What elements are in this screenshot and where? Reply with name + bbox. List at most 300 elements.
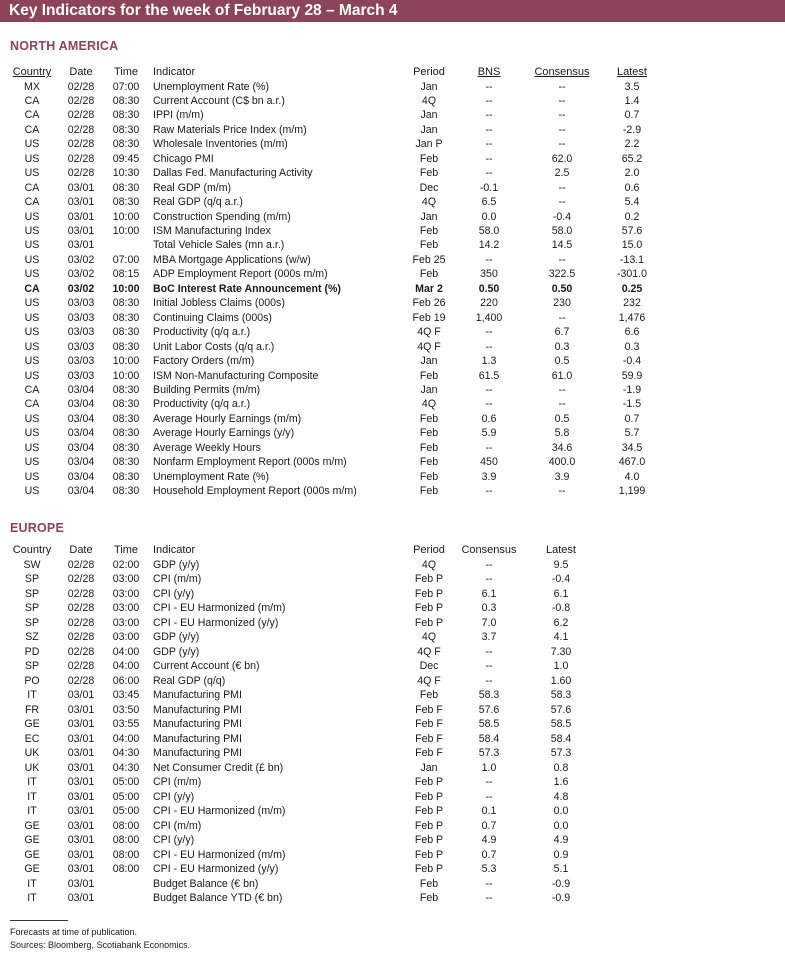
cell-period: Feb F — [415, 718, 443, 730]
cell-period: Feb — [419, 412, 439, 425]
cell-period: 4Q — [421, 196, 437, 209]
col-latest: Latest — [617, 66, 647, 78]
cell-country: IT — [27, 805, 37, 817]
cell-bns: -0.1 — [479, 181, 499, 194]
cell-consensus: 58.0 — [551, 225, 573, 237]
cell-time: 05:00 — [112, 805, 140, 817]
cell-country: SP — [24, 660, 40, 672]
cell-latest: 0.7 — [624, 412, 640, 425]
cell-consensus: 0.7 — [481, 819, 497, 832]
cell-period: Feb — [419, 369, 439, 382]
cell-bns: -- — [485, 138, 493, 151]
cell-indicator: Building Permits (m/m) — [153, 383, 261, 396]
cell-country: IT — [27, 776, 37, 788]
cell-latest: 0.7 — [624, 109, 640, 122]
cell-indicator: Raw Materials Price Index (m/m) — [153, 123, 307, 136]
cell-country: UK — [24, 747, 40, 759]
cell-date: 03/01 — [67, 761, 95, 774]
cell-country: US — [24, 412, 40, 425]
cell-indicator: Average Hourly Earnings (m/m) — [153, 412, 302, 425]
table-row — [0, 282, 785, 296]
cell-bns: 0.0 — [481, 210, 497, 223]
table-row — [0, 877, 785, 891]
cell-indicator: Budget Balance (€ bn) — [153, 877, 259, 890]
table-row — [0, 630, 785, 644]
cell-consensus: -- — [485, 573, 493, 585]
cell-consensus: 6.7 — [554, 326, 570, 339]
cell-country: CA — [24, 109, 40, 122]
cell-indicator: CPI - EU Harmonized (m/m) — [153, 602, 286, 614]
cell-indicator: GDP (y/y) — [153, 558, 200, 571]
cell-country: CA — [24, 383, 40, 396]
cell-country: CA — [24, 398, 40, 411]
cell-latest: -13.1 — [619, 253, 645, 266]
cell-country: US — [24, 355, 40, 368]
cell-time: 03:00 — [112, 616, 140, 629]
cell-latest: 5.7 — [624, 427, 640, 440]
table-row — [0, 383, 785, 397]
cell-consensus: 57.3 — [478, 747, 500, 759]
cell-period: 4Q — [421, 631, 437, 643]
cell-time: 08:15 — [112, 268, 140, 281]
table-row — [0, 775, 785, 789]
cell-country: CA — [24, 181, 40, 194]
footnote-sources: Sources: Bloomberg, Scotiabank Economics. — [10, 940, 191, 950]
cell-time: 03:55 — [112, 718, 140, 730]
cell-period: Feb 19 — [412, 311, 446, 324]
cell-period: Feb P — [414, 863, 444, 875]
cell-time: 04:00 — [112, 732, 140, 745]
cell-country: PO — [24, 674, 40, 687]
cell-time: 03:00 — [112, 587, 140, 600]
cell-latest: -301.0 — [616, 268, 648, 281]
cell-date: 02/28 — [67, 602, 95, 614]
cell-indicator: CPI (m/m) — [153, 819, 202, 832]
cell-date: 02/28 — [67, 94, 95, 107]
cell-bns: -- — [485, 167, 493, 180]
cell-date: 02/28 — [67, 167, 95, 180]
table-row — [0, 369, 785, 383]
cell-time: 08:30 — [112, 123, 140, 136]
col-latest: Latest — [546, 544, 576, 556]
cell-country: SP — [24, 587, 40, 600]
cell-latest: -0.9 — [551, 877, 571, 890]
footnote-divider — [10, 920, 68, 921]
cell-consensus: 0.5 — [554, 355, 570, 368]
cell-date: 03/01 — [67, 210, 95, 223]
cell-bns: -- — [485, 253, 493, 266]
cell-period: Feb — [419, 152, 439, 165]
cell-indicator: Total Vehicle Sales (mn a.r.) — [153, 239, 285, 252]
cell-time: 10:00 — [112, 282, 140, 295]
cell-latest: 9.5 — [553, 558, 569, 571]
cell-time: 04:30 — [112, 747, 140, 759]
cell-consensus: 34.6 — [551, 441, 573, 454]
col-country: Country — [12, 66, 52, 78]
table-row — [0, 426, 785, 440]
cell-period: Feb P — [414, 819, 444, 832]
cell-time: 02:00 — [112, 558, 140, 571]
table-row — [0, 94, 785, 108]
cell-time: 08:30 — [112, 383, 140, 396]
cell-indicator: Average Hourly Earnings (y/y) — [153, 427, 295, 440]
cell-consensus: -- — [558, 196, 566, 209]
cell-consensus: -- — [485, 892, 493, 904]
cell-latest: 1.0 — [553, 660, 569, 672]
cell-country: CA — [24, 94, 40, 107]
cell-time: 08:30 — [112, 441, 140, 454]
cell-date: 03/01 — [67, 181, 95, 194]
cell-period: Feb F — [415, 747, 443, 759]
cell-indicator: CPI (m/m) — [153, 573, 202, 585]
cell-consensus: 3.7 — [481, 631, 497, 643]
cell-date: 02/28 — [67, 660, 95, 672]
cell-period: Feb P — [414, 805, 444, 817]
table-row — [0, 181, 785, 195]
cell-bns: -- — [485, 326, 493, 339]
cell-indicator: ISM Manufacturing Index — [153, 225, 271, 237]
cell-consensus: 1.0 — [481, 761, 497, 774]
cell-country: SP — [24, 602, 40, 614]
cell-period: Feb P — [414, 602, 444, 614]
col-date: Date — [69, 544, 93, 556]
table-row — [0, 804, 785, 818]
cell-date: 02/28 — [67, 123, 95, 136]
table-row — [0, 848, 785, 862]
cell-time: 08:30 — [112, 94, 140, 107]
cell-indicator: Manufacturing PMI — [153, 703, 242, 716]
col-time: Time — [113, 66, 139, 78]
cell-indicator: Current Account (€ bn) — [153, 660, 260, 672]
col-period: Period — [413, 66, 445, 78]
cell-time: 08:30 — [112, 412, 140, 425]
cell-date: 03/02 — [67, 268, 95, 281]
cell-bns: -- — [485, 80, 493, 93]
cell-date: 02/28 — [67, 80, 95, 93]
cell-time: 08:30 — [112, 340, 140, 353]
cell-country: IT — [27, 689, 37, 701]
table-row — [0, 703, 785, 717]
cell-period: Dec — [419, 660, 439, 672]
cell-period: Feb — [419, 877, 439, 890]
cell-date: 02/28 — [67, 645, 95, 658]
cell-bns: -- — [485, 123, 493, 136]
cell-country: US — [24, 239, 40, 252]
cell-country: US — [24, 470, 40, 483]
cell-latest: 0.9 — [553, 848, 569, 861]
cell-consensus: 3.9 — [554, 470, 570, 483]
cell-country: US — [24, 340, 40, 353]
table-row — [0, 325, 785, 339]
cell-period: Jan — [420, 80, 438, 93]
cell-date: 03/01 — [67, 877, 95, 890]
cell-indicator: Productivity (q/q a.r.) — [153, 326, 251, 339]
col-indicator: Indicator — [153, 66, 196, 78]
cell-latest: 57.6 — [550, 703, 572, 716]
cell-latest: 57.3 — [550, 747, 572, 759]
cell-consensus: 400.0 — [548, 456, 576, 469]
table-row — [0, 195, 785, 209]
cell-time: 08:30 — [112, 311, 140, 324]
cell-latest: 0.8 — [553, 761, 569, 774]
cell-period: Feb — [419, 456, 439, 469]
cell-consensus: -- — [558, 80, 566, 93]
cell-period: Feb P — [414, 587, 444, 600]
cell-period: Feb P — [414, 834, 444, 846]
cell-bns: 0.50 — [478, 282, 500, 295]
cell-indicator: GDP (y/y) — [153, 631, 200, 643]
cell-latest: 4.0 — [624, 470, 640, 483]
cell-consensus: 322.5 — [548, 268, 576, 281]
cell-period: Feb — [419, 268, 439, 281]
cell-consensus: 57.6 — [478, 703, 500, 716]
cell-time: 10:00 — [112, 225, 140, 237]
cell-date: 03/01 — [67, 848, 95, 861]
cell-country: US — [24, 427, 40, 440]
cell-latest: 1.6 — [553, 776, 569, 788]
col-consensus: Consensus — [534, 66, 590, 78]
cell-country: CA — [24, 196, 40, 209]
cell-consensus: 4.9 — [481, 834, 497, 846]
cell-country: US — [24, 456, 40, 469]
cell-bns: -- — [485, 109, 493, 122]
table-row — [0, 659, 785, 673]
table-row — [0, 296, 785, 310]
cell-indicator: Real GDP (m/m) — [153, 181, 232, 194]
cell-latest: 58.3 — [550, 689, 572, 701]
cell-date: 03/03 — [67, 297, 95, 310]
cell-indicator: Current Account (C$ bn a.r.) — [153, 94, 285, 107]
cell-period: Feb — [419, 239, 439, 252]
cell-country: US — [24, 253, 40, 266]
cell-country: US — [24, 152, 40, 165]
cell-country: US — [24, 225, 40, 237]
cell-consensus: -- — [558, 383, 566, 396]
cell-bns: 14.2 — [478, 239, 500, 252]
cell-date: 03/04 — [67, 441, 95, 454]
table-row — [0, 732, 785, 746]
cell-consensus: -- — [485, 558, 493, 571]
cell-bns: 220 — [480, 297, 498, 310]
cell-indicator: ISM Non-Manufacturing Composite — [153, 369, 319, 382]
cell-latest: 232 — [623, 297, 641, 310]
cell-latest: 2.2 — [624, 138, 640, 151]
cell-bns: 1.3 — [481, 355, 497, 368]
cell-bns: 450 — [480, 456, 498, 469]
cell-country: GE — [24, 819, 40, 832]
table-row — [0, 354, 785, 368]
cell-latest: 0.25 — [621, 282, 643, 295]
cell-consensus: -- — [558, 138, 566, 151]
cell-latest: 4.9 — [553, 834, 569, 846]
table-row — [0, 484, 785, 498]
cell-date: 03/01 — [67, 225, 95, 237]
cell-date: 03/01 — [67, 834, 95, 846]
cell-country: US — [24, 268, 40, 281]
cell-latest: 2.0 — [624, 167, 640, 180]
cell-period: 4Q — [421, 94, 437, 107]
table-row — [0, 224, 785, 238]
cell-latest: 0.0 — [553, 819, 569, 832]
cell-date: 03/04 — [67, 427, 95, 440]
cell-indicator: CPI - EU Harmonized (m/m) — [153, 848, 286, 861]
cell-country: EC — [24, 732, 40, 745]
cell-bns: 58.0 — [478, 225, 500, 237]
cell-time: 10:30 — [112, 167, 140, 180]
cell-country: US — [24, 441, 40, 454]
cell-bns: 0.6 — [481, 412, 497, 425]
cell-time: 03:45 — [112, 689, 140, 701]
cell-consensus: 0.7 — [481, 848, 497, 861]
cell-indicator: MBA Mortgage Applications (w/w) — [153, 253, 311, 266]
cell-consensus: 0.3 — [554, 340, 570, 353]
table-row — [0, 601, 785, 615]
cell-bns: 5.9 — [481, 427, 497, 440]
cell-latest: 1.4 — [624, 94, 640, 107]
table-row — [0, 674, 785, 688]
cell-latest: -0.4 — [622, 355, 642, 368]
cell-consensus: 5.8 — [554, 427, 570, 440]
cell-period: 4Q F — [417, 340, 441, 353]
cell-bns: 1,400 — [475, 311, 503, 324]
col-bns: BNS — [477, 66, 501, 78]
cell-time: 08:30 — [112, 138, 140, 151]
cell-date: 03/01 — [67, 747, 95, 759]
cell-country: PD — [24, 645, 40, 658]
cell-indicator: Unemployment Rate (%) — [153, 470, 269, 483]
cell-date: 03/01 — [67, 703, 95, 716]
cell-country: IT — [27, 892, 37, 904]
cell-indicator: Net Consumer Credit (£ bn) — [153, 761, 284, 774]
table-row — [0, 645, 785, 659]
cell-consensus: -- — [558, 181, 566, 194]
cell-latest: 59.9 — [621, 369, 643, 382]
cell-period: Jan — [420, 210, 438, 223]
table-row — [0, 470, 785, 484]
cell-indicator: Manufacturing PMI — [153, 689, 242, 701]
table-row — [0, 717, 785, 731]
cell-consensus: -- — [485, 660, 493, 672]
cell-consensus: 7.0 — [481, 616, 497, 629]
cell-latest: 65.2 — [621, 152, 643, 165]
table-header — [0, 543, 785, 557]
cell-time: 08:00 — [112, 834, 140, 846]
cell-indicator: CPI - EU Harmonized (y/y) — [153, 863, 279, 875]
cell-latest: 34.5 — [621, 441, 643, 454]
table-row — [0, 616, 785, 630]
cell-indicator: CPI (y/y) — [153, 587, 195, 600]
cell-period: Jan — [420, 355, 438, 368]
cell-indicator: Factory Orders (m/m) — [153, 355, 255, 368]
cell-date: 03/01 — [67, 239, 95, 252]
cell-country: IT — [27, 877, 37, 890]
cell-time: 08:30 — [112, 470, 140, 483]
cell-country: SP — [24, 616, 40, 629]
cell-date: 03/02 — [67, 282, 95, 295]
cell-latest: 15.0 — [621, 239, 643, 252]
cell-latest: 1,476 — [618, 311, 646, 324]
cell-consensus: 14.5 — [551, 239, 573, 252]
cell-indicator: Productivity (q/q a.r.) — [153, 398, 251, 411]
cell-period: Jan — [420, 109, 438, 122]
cell-consensus: 0.3 — [481, 602, 497, 614]
cell-consensus: 58.3 — [478, 689, 500, 701]
cell-time: 08:30 — [112, 109, 140, 122]
section-title-north-america: NORTH AMERICA — [10, 39, 119, 53]
cell-consensus: 0.50 — [551, 282, 573, 295]
cell-period: 4Q F — [417, 645, 441, 658]
cell-period: Feb F — [415, 703, 443, 716]
cell-indicator: Real GDP (q/q a.r.) — [153, 196, 243, 209]
table-row — [0, 108, 785, 122]
cell-consensus: 230 — [553, 297, 571, 310]
cell-latest: 0.6 — [624, 181, 640, 194]
table-row — [0, 790, 785, 804]
cell-country: GE — [24, 718, 40, 730]
cell-consensus: 58.4 — [478, 732, 500, 745]
cell-indicator: CPI (y/y) — [153, 790, 195, 803]
cell-indicator: Average Weekly Hours — [153, 441, 261, 454]
cell-period: 4Q F — [417, 674, 441, 687]
cell-latest: 0.0 — [553, 805, 569, 817]
table-row — [0, 761, 785, 775]
cell-date: 03/03 — [67, 311, 95, 324]
cell-date: 02/28 — [67, 587, 95, 600]
page-title: Key Indicators for the week of February 28 – March 4 — [0, 0, 785, 22]
table-row — [0, 166, 785, 180]
cell-consensus: 0.1 — [481, 805, 497, 817]
col-period: Period — [413, 544, 445, 556]
cell-time: 06:00 — [112, 674, 140, 687]
col-country: Country — [12, 544, 52, 556]
cell-bns: 61.5 — [478, 369, 500, 382]
cell-period: Feb — [419, 167, 439, 180]
cell-time: 07:00 — [112, 253, 140, 266]
cell-indicator: Construction Spending (m/m) — [153, 210, 291, 223]
section-title-europe: EUROPE — [10, 521, 64, 535]
cell-country: GE — [24, 863, 40, 875]
cell-latest: 6.6 — [624, 326, 640, 339]
col-date: Date — [69, 66, 93, 78]
col-consensus: Consensus — [461, 544, 517, 556]
cell-time: 03:00 — [112, 602, 140, 614]
cell-latest: 5.1 — [553, 863, 569, 875]
table-row — [0, 397, 785, 411]
cell-consensus: -- — [485, 674, 493, 687]
table-row — [0, 441, 785, 455]
cell-time: 05:00 — [112, 790, 140, 803]
cell-time: 07:00 — [112, 80, 140, 93]
cell-consensus: -- — [485, 877, 493, 890]
cell-indicator: Manufacturing PMI — [153, 747, 242, 759]
cell-bns: 350 — [480, 268, 498, 281]
cell-period: Jan — [420, 761, 438, 774]
cell-time: 05:00 — [112, 776, 140, 788]
cell-time: 04:30 — [112, 761, 140, 774]
cell-country: US — [24, 369, 40, 382]
cell-latest: -1.9 — [622, 383, 642, 396]
cell-bns: -- — [485, 340, 493, 353]
cell-indicator: Unit Labor Costs (q/q a.r.) — [153, 340, 275, 353]
cell-consensus: 58.5 — [478, 718, 500, 730]
cell-latest: 467.0 — [618, 456, 646, 469]
cell-country: US — [24, 138, 40, 151]
table-row — [0, 891, 785, 905]
cell-country: GE — [24, 848, 40, 861]
cell-consensus: -- — [485, 645, 493, 658]
cell-time: 08:30 — [112, 427, 140, 440]
cell-date: 02/28 — [67, 674, 95, 687]
